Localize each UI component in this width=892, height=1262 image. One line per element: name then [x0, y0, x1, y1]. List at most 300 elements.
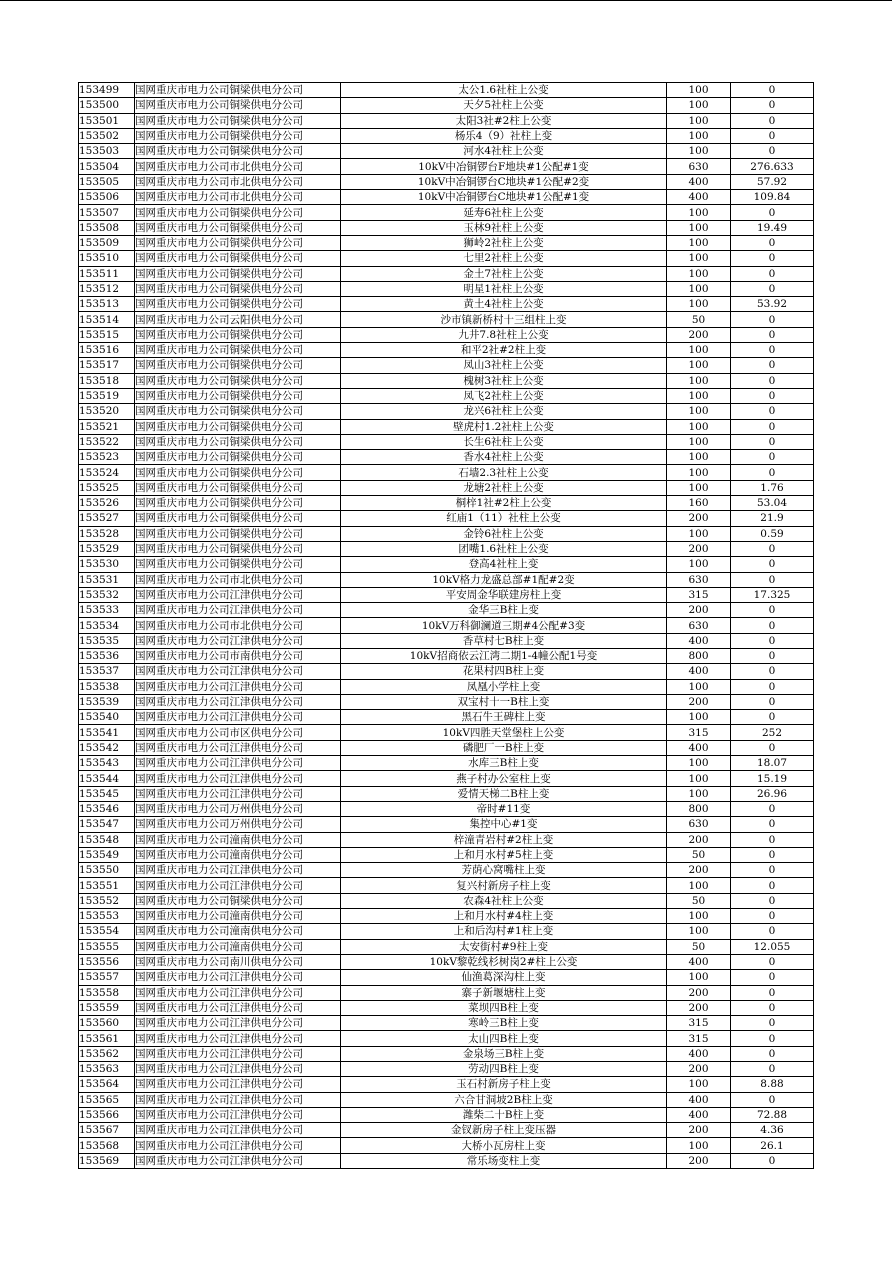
row-id-cell: 153556	[79, 954, 135, 969]
table-row	[79, 266, 814, 281]
row-id-cell: 153529	[79, 541, 135, 556]
value-cell: 0	[731, 312, 814, 327]
company-cell: 国网重庆市电力公司铜梁供电分公司	[135, 343, 341, 358]
company-cell: 国网重庆市电力公司铜梁供电分公司	[135, 541, 341, 556]
capacity-cell: 100	[667, 786, 731, 801]
table-row	[79, 786, 814, 801]
company-cell: 国网重庆市电力公司江津供电分公司	[135, 1031, 341, 1046]
company-cell: 国网重庆市电力公司江津供电分公司	[135, 710, 341, 725]
value-cell: 0	[731, 1092, 814, 1107]
value-cell: 0	[731, 909, 814, 924]
value-cell: 0	[731, 465, 814, 480]
value-cell: 0	[731, 266, 814, 281]
company-cell: 国网重庆市电力公司江津供电分公司	[135, 694, 341, 709]
table-row	[79, 710, 814, 725]
transformer-name-cell: 和平2社#2柱上变	[341, 343, 667, 358]
company-cell: 国网重庆市电力公司市北供电分公司	[135, 618, 341, 633]
company-cell: 国网重庆市电力公司江津供电分公司	[135, 985, 341, 1000]
row-id-cell: 153568	[79, 1138, 135, 1153]
value-cell: 0	[731, 1016, 814, 1031]
table-row	[79, 557, 814, 572]
value-cell: 0	[731, 343, 814, 358]
table-row	[79, 1062, 814, 1077]
transformer-name-cell: 龙兴6社柱上公变	[341, 404, 667, 419]
row-id-cell: 153499	[79, 83, 135, 98]
transformer-table	[78, 82, 814, 1169]
transformer-name-cell: 香草村七B柱上变	[341, 633, 667, 648]
capacity-cell: 200	[667, 832, 731, 847]
value-cell: 0	[731, 817, 814, 832]
value-cell: 109.84	[731, 190, 814, 205]
value-cell: 0	[731, 664, 814, 679]
row-id-cell: 153562	[79, 1046, 135, 1061]
page-top-rule	[0, 0, 892, 1]
company-cell: 国网重庆市电力公司市北供电分公司	[135, 159, 341, 174]
row-id-cell: 153528	[79, 526, 135, 541]
company-cell: 国网重庆市电力公司铜梁供电分公司	[135, 480, 341, 495]
table-row	[79, 98, 814, 113]
table-row	[79, 480, 814, 495]
capacity-cell: 400	[667, 1046, 731, 1061]
company-cell: 国网重庆市电力公司江津供电分公司	[135, 1077, 341, 1092]
company-cell: 国网重庆市电力公司铜梁供电分公司	[135, 893, 341, 908]
row-id-cell: 153564	[79, 1077, 135, 1092]
value-cell: 72.88	[731, 1107, 814, 1122]
row-id-cell: 153569	[79, 1153, 135, 1168]
row-id-cell: 153532	[79, 587, 135, 602]
row-id-cell: 153548	[79, 832, 135, 847]
company-cell: 国网重庆市电力公司铜梁供电分公司	[135, 373, 341, 388]
transformer-name-cell: 黄土4社柱上公变	[341, 297, 667, 312]
company-cell: 国网重庆市电力公司铜梁供电分公司	[135, 98, 341, 113]
value-cell: 0	[731, 801, 814, 816]
capacity-cell: 100	[667, 113, 731, 128]
capacity-cell: 200	[667, 511, 731, 526]
company-cell: 国网重庆市电力公司江津供电分公司	[135, 603, 341, 618]
value-cell: 53.04	[731, 496, 814, 511]
table-row	[79, 970, 814, 985]
capacity-cell: 100	[667, 343, 731, 358]
value-cell: 0	[731, 924, 814, 939]
transformer-name-cell: 玉石村新房子柱上变	[341, 1077, 667, 1092]
value-cell: 0	[731, 633, 814, 648]
table-row	[79, 496, 814, 511]
capacity-cell: 100	[667, 434, 731, 449]
value-cell: 0	[731, 648, 814, 663]
row-id-cell: 153513	[79, 297, 135, 312]
transformer-name-cell: 爱情天梯二B柱上变	[341, 786, 667, 801]
company-cell: 国网重庆市电力公司市北供电分公司	[135, 190, 341, 205]
company-cell: 国网重庆市电力公司江津供电分公司	[135, 587, 341, 602]
table-row	[79, 358, 814, 373]
table-row	[79, 863, 814, 878]
capacity-cell: 200	[667, 1123, 731, 1138]
capacity-cell: 800	[667, 801, 731, 816]
capacity-cell: 100	[667, 465, 731, 480]
table-row	[79, 144, 814, 159]
value-cell: 0	[731, 98, 814, 113]
transformer-name-cell: 常乐场变柱上变	[341, 1153, 667, 1168]
value-cell: 0	[731, 1046, 814, 1061]
transformer-name-cell: 石墙2.3社柱上公变	[341, 465, 667, 480]
transformer-name-cell: 10kV格力龙盛总部#1配#2变	[341, 572, 667, 587]
capacity-cell: 100	[667, 266, 731, 281]
capacity-cell: 100	[667, 909, 731, 924]
table-row	[79, 847, 814, 862]
company-cell: 国网重庆市电力公司市南供电分公司	[135, 648, 341, 663]
company-cell: 国网重庆市电力公司南川供电分公司	[135, 954, 341, 969]
table-row	[79, 465, 814, 480]
company-cell: 国网重庆市电力公司铜梁供电分公司	[135, 511, 341, 526]
value-cell: 276.633	[731, 159, 814, 174]
value-cell: 0	[731, 603, 814, 618]
value-cell: 0	[731, 710, 814, 725]
capacity-cell: 100	[667, 557, 731, 572]
row-id-cell: 153547	[79, 817, 135, 832]
value-cell: 0	[731, 832, 814, 847]
transformer-name-cell: 金华三B柱上变	[341, 603, 667, 618]
company-cell: 国网重庆市电力公司铜梁供电分公司	[135, 358, 341, 373]
transformer-name-cell: 10kV中冶铜锣台C地块#1公配#2变	[341, 174, 667, 189]
value-cell: 15.19	[731, 771, 814, 786]
capacity-cell: 100	[667, 128, 731, 143]
capacity-cell: 315	[667, 1031, 731, 1046]
transformer-name-cell: 金土7社柱上公变	[341, 266, 667, 281]
company-cell: 国网重庆市电力公司江津供电分公司	[135, 970, 341, 985]
company-cell: 国网重庆市电力公司铜梁供电分公司	[135, 434, 341, 449]
capacity-cell: 100	[667, 756, 731, 771]
row-id-cell: 153533	[79, 603, 135, 618]
transformer-name-cell: 延寿6社柱上公变	[341, 205, 667, 220]
company-cell: 国网重庆市电力公司铜梁供电分公司	[135, 465, 341, 480]
capacity-cell: 400	[667, 664, 731, 679]
row-id-cell: 153507	[79, 205, 135, 220]
table-row	[79, 1077, 814, 1092]
transformer-name-cell: 黑石牛王碑柱上变	[341, 710, 667, 725]
value-cell: 0	[731, 893, 814, 908]
value-cell: 0	[731, 113, 814, 128]
row-id-cell: 153566	[79, 1107, 135, 1122]
capacity-cell: 200	[667, 1000, 731, 1015]
value-cell: 4.36	[731, 1123, 814, 1138]
table-row	[79, 251, 814, 266]
row-id-cell: 153526	[79, 496, 135, 511]
transformer-name-cell: 上和月水村#5柱上变	[341, 847, 667, 862]
row-id-cell: 153535	[79, 633, 135, 648]
capacity-cell: 100	[667, 679, 731, 694]
value-cell: 0	[731, 694, 814, 709]
company-cell: 国网重庆市电力公司铜梁供电分公司	[135, 297, 341, 312]
capacity-cell: 50	[667, 893, 731, 908]
capacity-cell: 200	[667, 1153, 731, 1168]
row-id-cell: 153516	[79, 343, 135, 358]
company-cell: 国网重庆市电力公司云阳供电分公司	[135, 312, 341, 327]
transformer-name-cell: 双宝村十一B柱上变	[341, 694, 667, 709]
table-row	[79, 618, 814, 633]
company-cell: 国网重庆市电力公司江津供电分公司	[135, 1153, 341, 1168]
transformer-name-cell: 10kV万科御澜道三期#4公配#3变	[341, 618, 667, 633]
transformer-name-cell: 帝时#11变	[341, 801, 667, 816]
table-row	[79, 648, 814, 663]
table-row	[79, 679, 814, 694]
company-cell: 国网重庆市电力公司江津供电分公司	[135, 863, 341, 878]
capacity-cell: 100	[667, 924, 731, 939]
capacity-cell: 200	[667, 541, 731, 556]
row-id-cell: 153517	[79, 358, 135, 373]
value-cell: 0	[731, 144, 814, 159]
table-row	[79, 327, 814, 342]
table-row	[79, 603, 814, 618]
company-cell: 国网重庆市电力公司铜梁供电分公司	[135, 526, 341, 541]
capacity-cell: 630	[667, 572, 731, 587]
row-id-cell: 153542	[79, 740, 135, 755]
value-cell: 0	[731, 205, 814, 220]
capacity-cell: 100	[667, 710, 731, 725]
value-cell: 0	[731, 128, 814, 143]
capacity-cell: 400	[667, 740, 731, 755]
row-id-cell: 153536	[79, 648, 135, 663]
transformer-name-cell: 潍柴二十B柱上变	[341, 1107, 667, 1122]
row-id-cell: 153538	[79, 679, 135, 694]
transformer-name-cell: 桐梓1社#2柱上公变	[341, 496, 667, 511]
capacity-cell: 100	[667, 83, 731, 98]
transformer-table-body	[79, 83, 814, 1169]
transformer-name-cell: 大桥小瓦房柱上变	[341, 1138, 667, 1153]
value-cell: 19.49	[731, 220, 814, 235]
capacity-cell: 315	[667, 587, 731, 602]
company-cell: 国网重庆市电力公司潼南供电分公司	[135, 939, 341, 954]
table-row	[79, 511, 814, 526]
row-id-cell: 153520	[79, 404, 135, 419]
company-cell: 国网重庆市电力公司江津供电分公司	[135, 756, 341, 771]
value-cell: 0	[731, 450, 814, 465]
row-id-cell: 153509	[79, 235, 135, 250]
company-cell: 国网重庆市电力公司市区供电分公司	[135, 725, 341, 740]
transformer-name-cell: 金钗新房子柱上变压器	[341, 1123, 667, 1138]
value-cell: 0	[731, 985, 814, 1000]
company-cell: 国网重庆市电力公司铜梁供电分公司	[135, 450, 341, 465]
row-id-cell: 153515	[79, 327, 135, 342]
table-row	[79, 450, 814, 465]
table-row	[79, 924, 814, 939]
company-cell: 国网重庆市电力公司铜梁供电分公司	[135, 83, 341, 98]
row-id-cell: 153549	[79, 847, 135, 862]
table-row	[79, 235, 814, 250]
company-cell: 国网重庆市电力公司铜梁供电分公司	[135, 235, 341, 250]
table-row	[79, 1016, 814, 1031]
row-id-cell: 153550	[79, 863, 135, 878]
company-cell: 国网重庆市电力公司铜梁供电分公司	[135, 281, 341, 296]
row-id-cell: 153540	[79, 710, 135, 725]
transformer-name-cell: 复兴村新房子柱上变	[341, 878, 667, 893]
value-cell: 0.59	[731, 526, 814, 541]
table-row	[79, 1000, 814, 1015]
transformer-name-cell: 劳动四B柱上变	[341, 1062, 667, 1077]
row-id-cell: 153552	[79, 893, 135, 908]
company-cell: 国网重庆市电力公司铜梁供电分公司	[135, 220, 341, 235]
transformer-name-cell: 六合甘洞坡2B柱上变	[341, 1092, 667, 1107]
transformer-name-cell: 龙塘2社柱上公变	[341, 480, 667, 495]
row-id-cell: 153514	[79, 312, 135, 327]
company-cell: 国网重庆市电力公司铜梁供电分公司	[135, 128, 341, 143]
table-row	[79, 1092, 814, 1107]
row-id-cell: 153544	[79, 771, 135, 786]
row-id-cell: 153558	[79, 985, 135, 1000]
row-id-cell: 153543	[79, 756, 135, 771]
row-id-cell: 153525	[79, 480, 135, 495]
table-row	[79, 190, 814, 205]
capacity-cell: 100	[667, 220, 731, 235]
company-cell: 国网重庆市电力公司铜梁供电分公司	[135, 404, 341, 419]
table-row	[79, 939, 814, 954]
table-row	[79, 1107, 814, 1122]
value-cell: 21.9	[731, 511, 814, 526]
row-id-cell: 153553	[79, 909, 135, 924]
table-row	[79, 878, 814, 893]
company-cell: 国网重庆市电力公司江津供电分公司	[135, 1092, 341, 1107]
value-cell: 0	[731, 740, 814, 755]
company-cell: 国网重庆市电力公司铜梁供电分公司	[135, 144, 341, 159]
row-id-cell: 153546	[79, 801, 135, 816]
transformer-name-cell: 寨子新堰塘柱上变	[341, 985, 667, 1000]
row-id-cell: 153567	[79, 1123, 135, 1138]
transformer-name-cell: 九井7.8社柱上公变	[341, 327, 667, 342]
table-row	[79, 1123, 814, 1138]
capacity-cell: 400	[667, 1107, 731, 1122]
row-id-cell: 153554	[79, 924, 135, 939]
table-row	[79, 404, 814, 419]
value-cell: 53.92	[731, 297, 814, 312]
row-id-cell: 153539	[79, 694, 135, 709]
table-row	[79, 343, 814, 358]
row-id-cell: 153501	[79, 113, 135, 128]
table-row	[79, 909, 814, 924]
transformer-name-cell: 金铃6社柱上公变	[341, 526, 667, 541]
table-row	[79, 312, 814, 327]
company-cell: 国网重庆市电力公司市北供电分公司	[135, 572, 341, 587]
transformer-name-cell: 太山四B柱上变	[341, 1031, 667, 1046]
row-id-cell: 153510	[79, 251, 135, 266]
row-id-cell: 153508	[79, 220, 135, 235]
capacity-cell: 630	[667, 618, 731, 633]
row-id-cell: 153563	[79, 1062, 135, 1077]
capacity-cell: 200	[667, 985, 731, 1000]
table-row	[79, 1153, 814, 1168]
value-cell: 0	[731, 281, 814, 296]
company-cell: 国网重庆市电力公司江津供电分公司	[135, 786, 341, 801]
value-cell: 0	[731, 434, 814, 449]
row-id-cell: 153522	[79, 434, 135, 449]
company-cell: 国网重庆市电力公司铜梁供电分公司	[135, 419, 341, 434]
capacity-cell: 315	[667, 725, 731, 740]
table-row	[79, 587, 814, 602]
capacity-cell: 200	[667, 694, 731, 709]
row-id-cell: 153559	[79, 1000, 135, 1015]
table-row	[79, 541, 814, 556]
company-cell: 国网重庆市电力公司铜梁供电分公司	[135, 205, 341, 220]
capacity-cell: 100	[667, 205, 731, 220]
transformer-name-cell: 农森4社柱上公变	[341, 893, 667, 908]
row-id-cell: 153555	[79, 939, 135, 954]
table-row	[79, 893, 814, 908]
row-id-cell: 153505	[79, 174, 135, 189]
transformer-name-cell: 河水4社柱上公变	[341, 144, 667, 159]
company-cell: 国网重庆市电力公司江津供电分公司	[135, 771, 341, 786]
value-cell: 26.1	[731, 1138, 814, 1153]
company-cell: 国网重庆市电力公司江津供电分公司	[135, 1138, 341, 1153]
company-cell: 国网重庆市电力公司江津供电分公司	[135, 878, 341, 893]
value-cell: 0	[731, 970, 814, 985]
table-row	[79, 771, 814, 786]
transformer-name-cell: 10kV中冶铜锣台F地块#1公配#1变	[341, 159, 667, 174]
value-cell: 0	[731, 572, 814, 587]
value-cell: 0	[731, 404, 814, 419]
value-cell: 0	[731, 557, 814, 572]
value-cell: 12.055	[731, 939, 814, 954]
row-id-cell: 153512	[79, 281, 135, 296]
table-row	[79, 694, 814, 709]
capacity-cell: 400	[667, 954, 731, 969]
capacity-cell: 100	[667, 404, 731, 419]
company-cell: 国网重庆市电力公司潼南供电分公司	[135, 832, 341, 847]
transformer-name-cell: 菜坝四B柱上变	[341, 1000, 667, 1015]
company-cell: 国网重庆市电力公司潼南供电分公司	[135, 924, 341, 939]
transformer-name-cell: 登高4社柱上变	[341, 557, 667, 572]
transformer-name-cell: 香水4社柱上公变	[341, 450, 667, 465]
row-id-cell: 153557	[79, 970, 135, 985]
table-row	[79, 297, 814, 312]
company-cell: 国网重庆市电力公司铜梁供电分公司	[135, 388, 341, 403]
table-row	[79, 373, 814, 388]
transformer-name-cell: 平安周金华联建房柱上变	[341, 587, 667, 602]
table-row	[79, 159, 814, 174]
table-row	[79, 572, 814, 587]
transformer-name-cell: 集控中心#1变	[341, 817, 667, 832]
table-row	[79, 1138, 814, 1153]
company-cell: 国网重庆市电力公司市北供电分公司	[135, 174, 341, 189]
capacity-cell: 100	[667, 450, 731, 465]
table-row	[79, 281, 814, 296]
company-cell: 国网重庆市电力公司江津供电分公司	[135, 1016, 341, 1031]
row-id-cell: 153523	[79, 450, 135, 465]
capacity-cell: 100	[667, 358, 731, 373]
transformer-name-cell: 杨乐4（9）社柱上变	[341, 128, 667, 143]
capacity-cell: 100	[667, 771, 731, 786]
table-row	[79, 801, 814, 816]
table-row	[79, 1031, 814, 1046]
row-id-cell: 153502	[79, 128, 135, 143]
value-cell: 0	[731, 388, 814, 403]
row-id-cell: 153519	[79, 388, 135, 403]
table-row	[79, 832, 814, 847]
transformer-name-cell: 燕子村办公室柱上变	[341, 771, 667, 786]
capacity-cell: 400	[667, 633, 731, 648]
capacity-cell: 800	[667, 648, 731, 663]
row-id-cell: 153537	[79, 664, 135, 679]
value-cell: 0	[731, 1031, 814, 1046]
capacity-cell: 100	[667, 419, 731, 434]
transformer-name-cell: 花果村四B柱上变	[341, 664, 667, 679]
table-row	[79, 526, 814, 541]
capacity-cell: 400	[667, 174, 731, 189]
row-id-cell: 153521	[79, 419, 135, 434]
row-id-cell: 153560	[79, 1016, 135, 1031]
value-cell: 0	[731, 83, 814, 98]
capacity-cell: 400	[667, 190, 731, 205]
capacity-cell: 100	[667, 480, 731, 495]
transformer-name-cell: 凤飞2社柱上公变	[341, 388, 667, 403]
table-row	[79, 1046, 814, 1061]
